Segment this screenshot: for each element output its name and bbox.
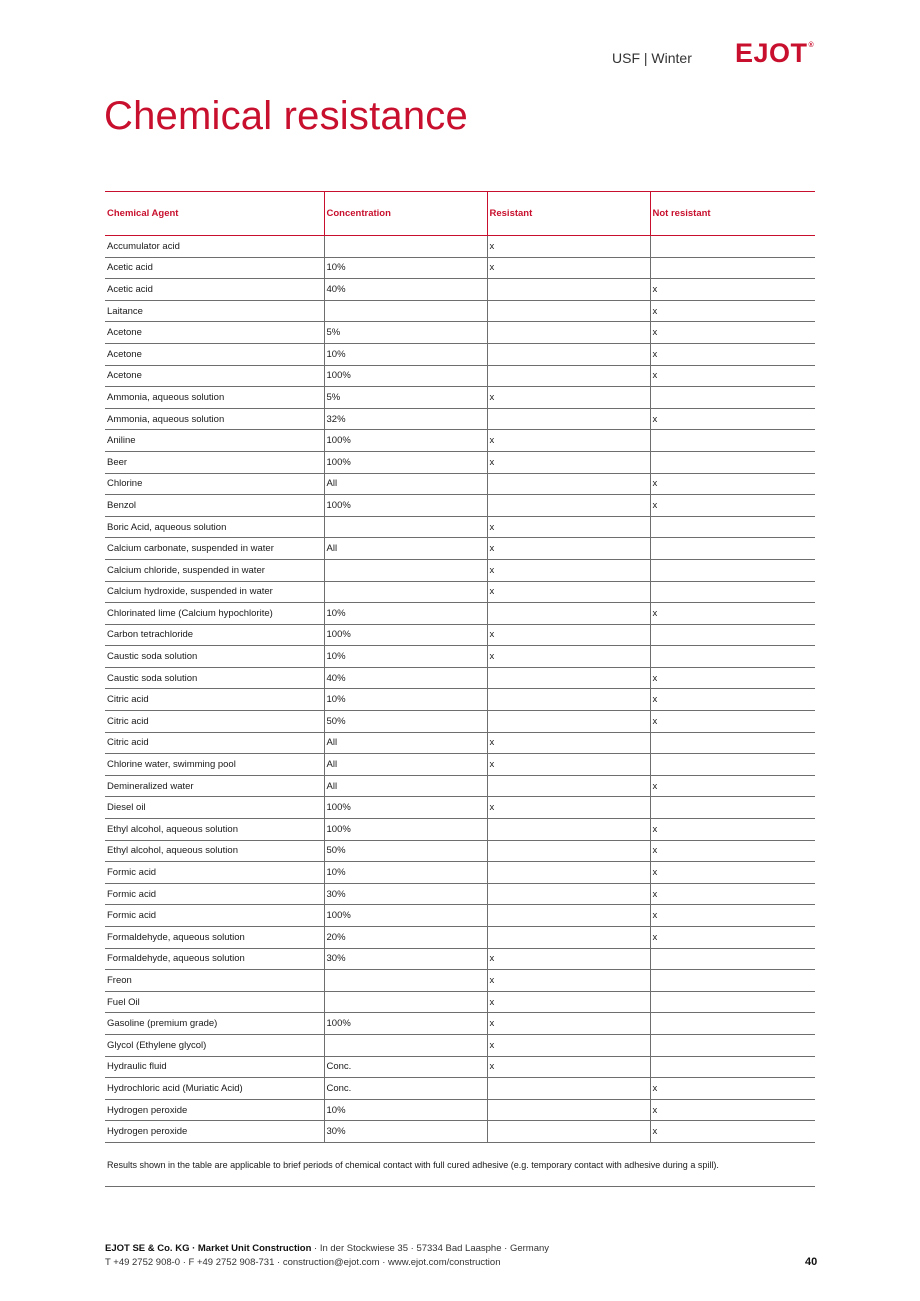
cell-concentration: 20% [324,927,487,949]
footer [105,1242,549,1270]
table-row [105,883,815,905]
cell-not-resistant: x [650,300,815,322]
table-row [105,970,815,992]
cell-concentration: 100% [324,819,487,841]
table-row [105,322,815,344]
cell-concentration: All [324,732,487,754]
table-row [105,754,815,776]
cell-resistant [487,1121,650,1143]
cell-not-resistant [650,991,815,1013]
cell-concentration: 10% [324,257,487,279]
cell-chemical-agent: Boric Acid, aqueous solution [105,516,324,538]
cell-not-resistant [650,387,815,409]
registered-mark: ® [808,42,815,49]
cell-resistant [487,775,650,797]
table-row [105,236,815,258]
table-row [105,1121,815,1143]
table-row [105,689,815,711]
cell-concentration [324,300,487,322]
ejot-logo [735,40,814,67]
cell-resistant [487,1099,650,1121]
cell-resistant [487,300,650,322]
cell-resistant [487,819,650,841]
cell-not-resistant [650,581,815,603]
cell-not-resistant [650,948,815,970]
cell-resistant: x [487,1056,650,1078]
cell-chemical-agent: Caustic soda solution [105,667,324,689]
cell-not-resistant [650,236,815,258]
cell-chemical-agent: Ethyl alcohol, aqueous solution [105,840,324,862]
cell-not-resistant: x [650,775,815,797]
cell-not-resistant [650,451,815,473]
table-row [105,775,815,797]
table-row [105,451,815,473]
cell-concentration: 100% [324,430,487,452]
cell-resistant: x [487,797,650,819]
header-concentration: Concentration [324,192,487,236]
table-row [105,624,815,646]
cell-not-resistant [650,797,815,819]
cell-chemical-agent: Benzol [105,495,324,517]
cell-chemical-agent: Freon [105,970,324,992]
cell-concentration: 100% [324,451,487,473]
cell-concentration [324,516,487,538]
footer-address: · In der Stockwiese 35 · 57334 Bad Laasphe · Germany [311,1243,550,1254]
cell-concentration: 40% [324,667,487,689]
cell-concentration: 100% [324,905,487,927]
cell-resistant: x [487,430,650,452]
cell-resistant [487,408,650,430]
cell-chemical-agent: Acetone [105,365,324,387]
cell-chemical-agent: Hydraulic fluid [105,1056,324,1078]
header-resistant: Resistant [487,192,650,236]
cell-chemical-agent: Acetic acid [105,257,324,279]
table-row [105,819,815,841]
cell-not-resistant [650,516,815,538]
cell-not-resistant: x [650,862,815,884]
table-row [105,862,815,884]
cell-concentration [324,559,487,581]
cell-resistant: x [487,991,650,1013]
page-number: 40 [805,1256,818,1268]
cell-not-resistant: x [650,819,815,841]
cell-concentration: 32% [324,408,487,430]
cell-chemical-agent: Chlorinated lime (Calcium hypochlorite) [105,603,324,625]
cell-not-resistant: x [650,279,815,301]
cell-not-resistant [650,1034,815,1056]
cell-resistant [487,927,650,949]
cell-resistant: x [487,754,650,776]
cell-not-resistant: x [650,667,815,689]
table-row [105,667,815,689]
cell-chemical-agent: Hydrochloric acid (Muriatic Acid) [105,1078,324,1100]
cell-not-resistant: x [650,495,815,517]
table-row [105,1013,815,1035]
cell-not-resistant [650,538,815,560]
cell-concentration: 30% [324,948,487,970]
table-row [105,300,815,322]
cell-not-resistant: x [650,365,815,387]
cell-concentration: 50% [324,711,487,733]
cell-resistant: x [487,1013,650,1035]
table-row [105,516,815,538]
cell-chemical-agent: Demineralized water [105,775,324,797]
chemical-resistance-table [105,191,815,1143]
table-row [105,279,815,301]
cell-resistant [487,689,650,711]
cell-resistant: x [487,559,650,581]
cell-concentration: 100% [324,365,487,387]
cell-resistant: x [487,516,650,538]
cell-resistant: x [487,732,650,754]
cell-resistant: x [487,646,650,668]
table-body [105,236,815,1143]
cell-resistant [487,343,650,365]
header-not-resistant: Not resistant [650,192,815,236]
cell-chemical-agent: Ammonia, aqueous solution [105,408,324,430]
table-row [105,711,815,733]
table-row [105,840,815,862]
cell-chemical-agent: Carbon tetrachloride [105,624,324,646]
table-row [105,948,815,970]
cell-concentration: 5% [324,387,487,409]
cell-chemical-agent: Acetic acid [105,279,324,301]
table-row [105,646,815,668]
cell-not-resistant: x [650,1099,815,1121]
table-row [105,387,815,409]
table-row [105,1034,815,1056]
cell-resistant [487,365,650,387]
cell-concentration [324,991,487,1013]
cell-chemical-agent: Formaldehyde, aqueous solution [105,927,324,949]
cell-resistant: x [487,948,650,970]
table-row [105,1078,815,1100]
cell-chemical-agent: Formic acid [105,905,324,927]
cell-not-resistant: x [650,905,815,927]
table-header-row [105,192,815,236]
cell-resistant [487,279,650,301]
table-row [105,559,815,581]
cell-resistant: x [487,257,650,279]
cell-concentration: 30% [324,883,487,905]
cell-chemical-agent: Beer [105,451,324,473]
table-row [105,797,815,819]
table-row [105,991,815,1013]
header-chemical-agent: Chemical Agent [105,192,324,236]
cell-chemical-agent: Laitance [105,300,324,322]
cell-resistant: x [487,1034,650,1056]
cell-chemical-agent: Calcium chloride, suspended in water [105,559,324,581]
cell-resistant [487,883,650,905]
cell-not-resistant: x [650,689,815,711]
cell-resistant: x [487,624,650,646]
table-row [105,732,815,754]
cell-resistant [487,473,650,495]
cell-concentration: 100% [324,797,487,819]
cell-concentration: 100% [324,624,487,646]
cell-not-resistant: x [650,927,815,949]
cell-chemical-agent: Caustic soda solution [105,646,324,668]
cell-not-resistant [650,970,815,992]
cell-resistant [487,905,650,927]
table-row [105,581,815,603]
table-row [105,365,815,387]
cell-chemical-agent: Calcium carbonate, suspended in water [105,538,324,560]
cell-concentration: All [324,775,487,797]
cell-not-resistant [650,257,815,279]
table-row [105,495,815,517]
cell-resistant: x [487,387,650,409]
table-row [105,343,815,365]
table-row [105,473,815,495]
cell-not-resistant: x [650,603,815,625]
logo-text: EJOT [735,38,808,68]
cell-concentration [324,581,487,603]
cell-not-resistant: x [650,883,815,905]
cell-not-resistant [650,732,815,754]
cell-concentration: All [324,473,487,495]
cell-resistant: x [487,236,650,258]
cell-not-resistant [650,559,815,581]
cell-concentration: All [324,754,487,776]
table-row [105,408,815,430]
cell-not-resistant: x [650,1078,815,1100]
cell-concentration: 50% [324,840,487,862]
cell-not-resistant: x [650,711,815,733]
divider [105,1186,815,1187]
cell-chemical-agent: Formic acid [105,862,324,884]
table-row [105,538,815,560]
cell-not-resistant: x [650,840,815,862]
cell-resistant [487,1078,650,1100]
cell-not-resistant [650,1013,815,1035]
cell-resistant: x [487,451,650,473]
cell-resistant [487,862,650,884]
cell-resistant [487,495,650,517]
cell-chemical-agent: Hydrogen peroxide [105,1121,324,1143]
cell-concentration [324,1034,487,1056]
cell-resistant: x [487,970,650,992]
cell-chemical-agent: Fuel Oil [105,991,324,1013]
cell-chemical-agent: Acetone [105,322,324,344]
cell-chemical-agent: Ethyl alcohol, aqueous solution [105,819,324,841]
cell-concentration [324,970,487,992]
cell-chemical-agent: Chlorine [105,473,324,495]
cell-chemical-agent: Citric acid [105,689,324,711]
cell-chemical-agent: Accumulator acid [105,236,324,258]
cell-not-resistant [650,430,815,452]
cell-chemical-agent: Acetone [105,343,324,365]
cell-chemical-agent: Glycol (Ethylene glycol) [105,1034,324,1056]
footer-company: EJOT SE & Co. KG · Market Unit Construction [105,1243,312,1254]
cell-chemical-agent: Citric acid [105,732,324,754]
footer-line-1 [105,1242,549,1256]
cell-concentration: 100% [324,1013,487,1035]
cell-resistant [487,840,650,862]
cell-concentration: 10% [324,689,487,711]
cell-not-resistant: x [650,322,815,344]
cell-resistant: x [487,538,650,560]
cell-not-resistant: x [650,473,815,495]
table-row [105,430,815,452]
cell-chemical-agent: Formaldehyde, aqueous solution [105,948,324,970]
page-title: Chemical resistance [104,94,468,138]
cell-concentration: All [324,538,487,560]
cell-resistant [487,322,650,344]
cell-not-resistant [650,1056,815,1078]
table-row [105,1099,815,1121]
cell-concentration: 100% [324,495,487,517]
cell-chemical-agent: Gasoline (premium grade) [105,1013,324,1035]
cell-concentration: 30% [324,1121,487,1143]
cell-concentration: 10% [324,646,487,668]
cell-not-resistant [650,624,815,646]
cell-not-resistant: x [650,343,815,365]
cell-concentration: Conc. [324,1056,487,1078]
cell-chemical-agent: Aniline [105,430,324,452]
cell-resistant [487,711,650,733]
table-row [105,257,815,279]
cell-chemical-agent: Citric acid [105,711,324,733]
cell-not-resistant [650,754,815,776]
cell-chemical-agent: Diesel oil [105,797,324,819]
cell-concentration: 40% [324,279,487,301]
cell-concentration [324,236,487,258]
table-row [105,927,815,949]
cell-concentration: Conc. [324,1078,487,1100]
cell-not-resistant: x [650,1121,815,1143]
cell-concentration: 10% [324,1099,487,1121]
cell-concentration: 10% [324,343,487,365]
cell-concentration: 10% [324,603,487,625]
footer-contact: T +49 2752 908-0 · F +49 2752 908-731 · construction@ejot.com · www.ejot.com/construction [105,1257,501,1268]
cell-chemical-agent: Hydrogen peroxide [105,1099,324,1121]
cell-resistant [487,603,650,625]
cell-not-resistant: x [650,408,815,430]
table-note: Results shown in the table are applicable to brief periods of chemical contact with full cured adhesive (e.g. temporary contact with adhesive during a spill). [107,1160,719,1170]
cell-resistant: x [487,581,650,603]
table-row [105,905,815,927]
header-subtitle: USF | Winter [612,50,692,66]
cell-resistant [487,667,650,689]
cell-chemical-agent: Ammonia, aqueous solution [105,387,324,409]
cell-not-resistant [650,646,815,668]
table-row [105,1056,815,1078]
table-row [105,603,815,625]
cell-chemical-agent: Calcium hydroxide, suspended in water [105,581,324,603]
cell-chemical-agent: Formic acid [105,883,324,905]
cell-chemical-agent: Chlorine water, swimming pool [105,754,324,776]
cell-concentration: 10% [324,862,487,884]
cell-concentration: 5% [324,322,487,344]
